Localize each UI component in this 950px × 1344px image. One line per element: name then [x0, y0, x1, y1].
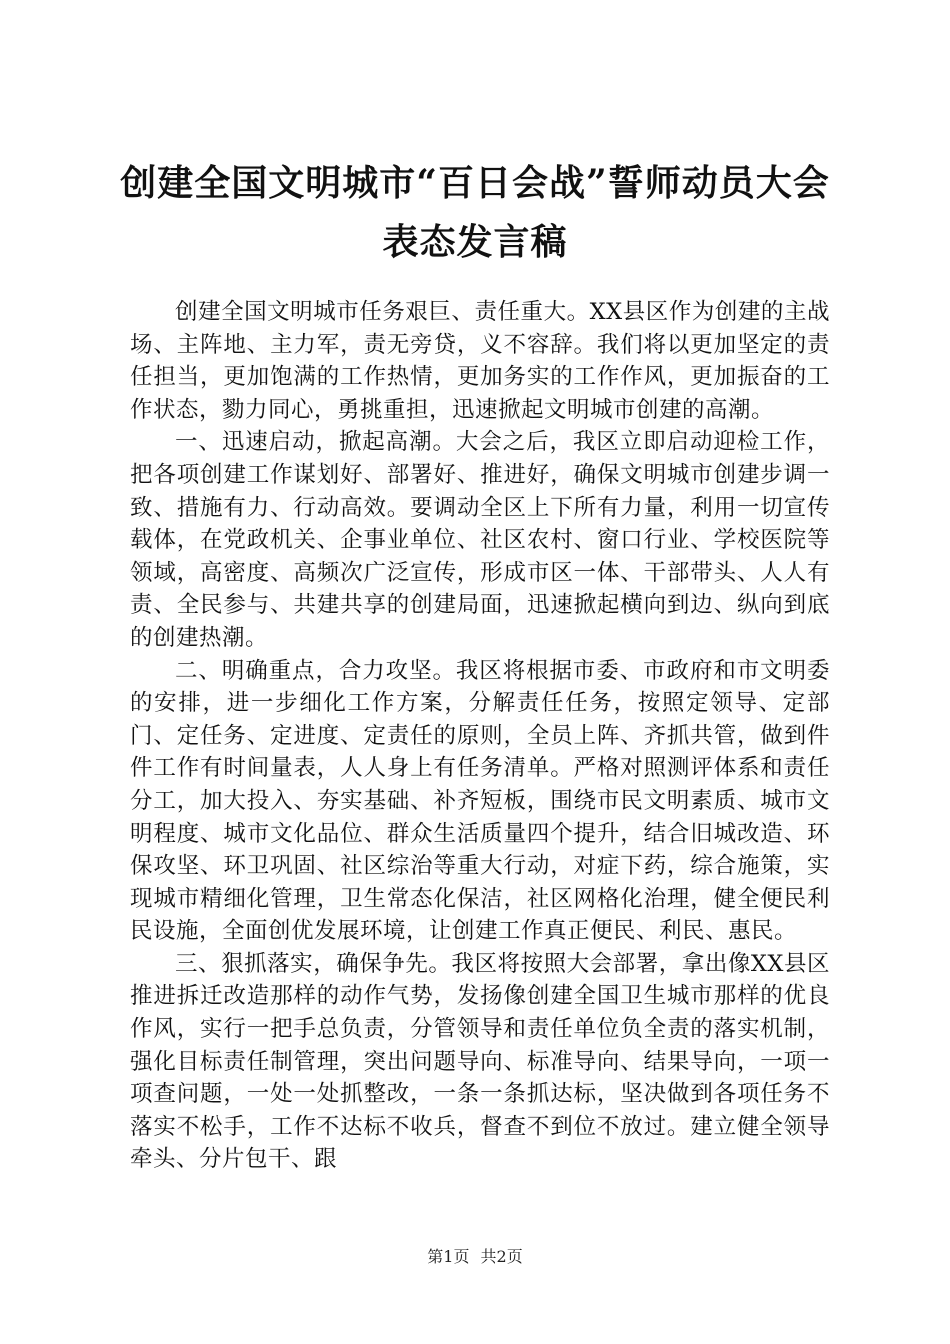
paragraph-section-2: 二、明确重点，合力攻坚。我区将根据市委、市政府和市文明委的安排，进一步细化工作方案，分解责任任务，按照定领导、定部门、定任务、定进度、定责任的原则，全员上阵、齐抓共管，做到件件工作有时间量表，人人身上有任务清单。严格对照测评体系和责任分工，加大投入、夯实基础、补齐短板，围绕市民文明素质、城市文明程度、城市文化品位、群众生活质量四个提升，结合旧城改造、环保攻坚、环卫巩固、社区综治等重大行动，对症下药，综合施策，实现城市精细化管理，卫生常态化保洁，社区网格化治理，健全便民利民设施，全面创优发展环境，让创建工作真正便民、利民、惠民。 [130, 657, 830, 945]
paragraph-intro: 创建全国文明城市任务艰巨、责任重大。XX县区作为创建的主战场、主阵地、主力军，责无旁贷，义不容辞。我们将以更加坚定的责任担当，更加饱满的工作热情，更加务实的工作作风，更加振奋的工作状态，勠力同心，勇挑重担，迅速掀起文明城市创建的高潮。 [130, 299, 830, 423]
page-footer [0, 1247, 950, 1267]
document-title-line-1: 创建全国文明城市“百日会战”誓师动员大会 [120, 162, 830, 204]
page-number: 第1页 [427, 1247, 470, 1266]
paragraph-section-1: 一、迅速启动，掀起高潮。大会之后，我区立即启动迎检工作，把各项创建工作谋划好、部署好、推进好，确保文明城市创建步调一致、措施有力、行动高效。要调动全区上下所有力量，利用一切宣传载体，在党政机关、企事业单位、社区农村、窗口行业、学校医院等领域，高密度、高频次广泛宣传，形成市区一体、干部带头、人人有责、全民参与、共建共享的创建局面，迅速掀起横向到边、纵向到底的创建热潮。 [130, 429, 830, 651]
page-total: 共2页 [480, 1247, 523, 1266]
document-body [130, 296, 830, 1176]
paragraph-section-3: 三、狠抓落实，确保争先。我区将按照大会部署，拿出像XX县区推进拆迁改造那样的动作气势，发扬像创建全国卫生城市那样的优良作风，实行一把手总负责，分管领导和责任单位负全责的落实机制，强化目标责任制管理，突出问题导向、标准导向、结果导向，一项一项查问题，一处一处抓整改，一条一条抓达标，坚决做到各项任务不落实不松手，工作不达标不收兵，督查不到位不放过。建立健全领导牵头、分片包干、跟 [130, 950, 830, 1173]
document-title-line-2: 表态发言稿 [382, 221, 568, 263]
